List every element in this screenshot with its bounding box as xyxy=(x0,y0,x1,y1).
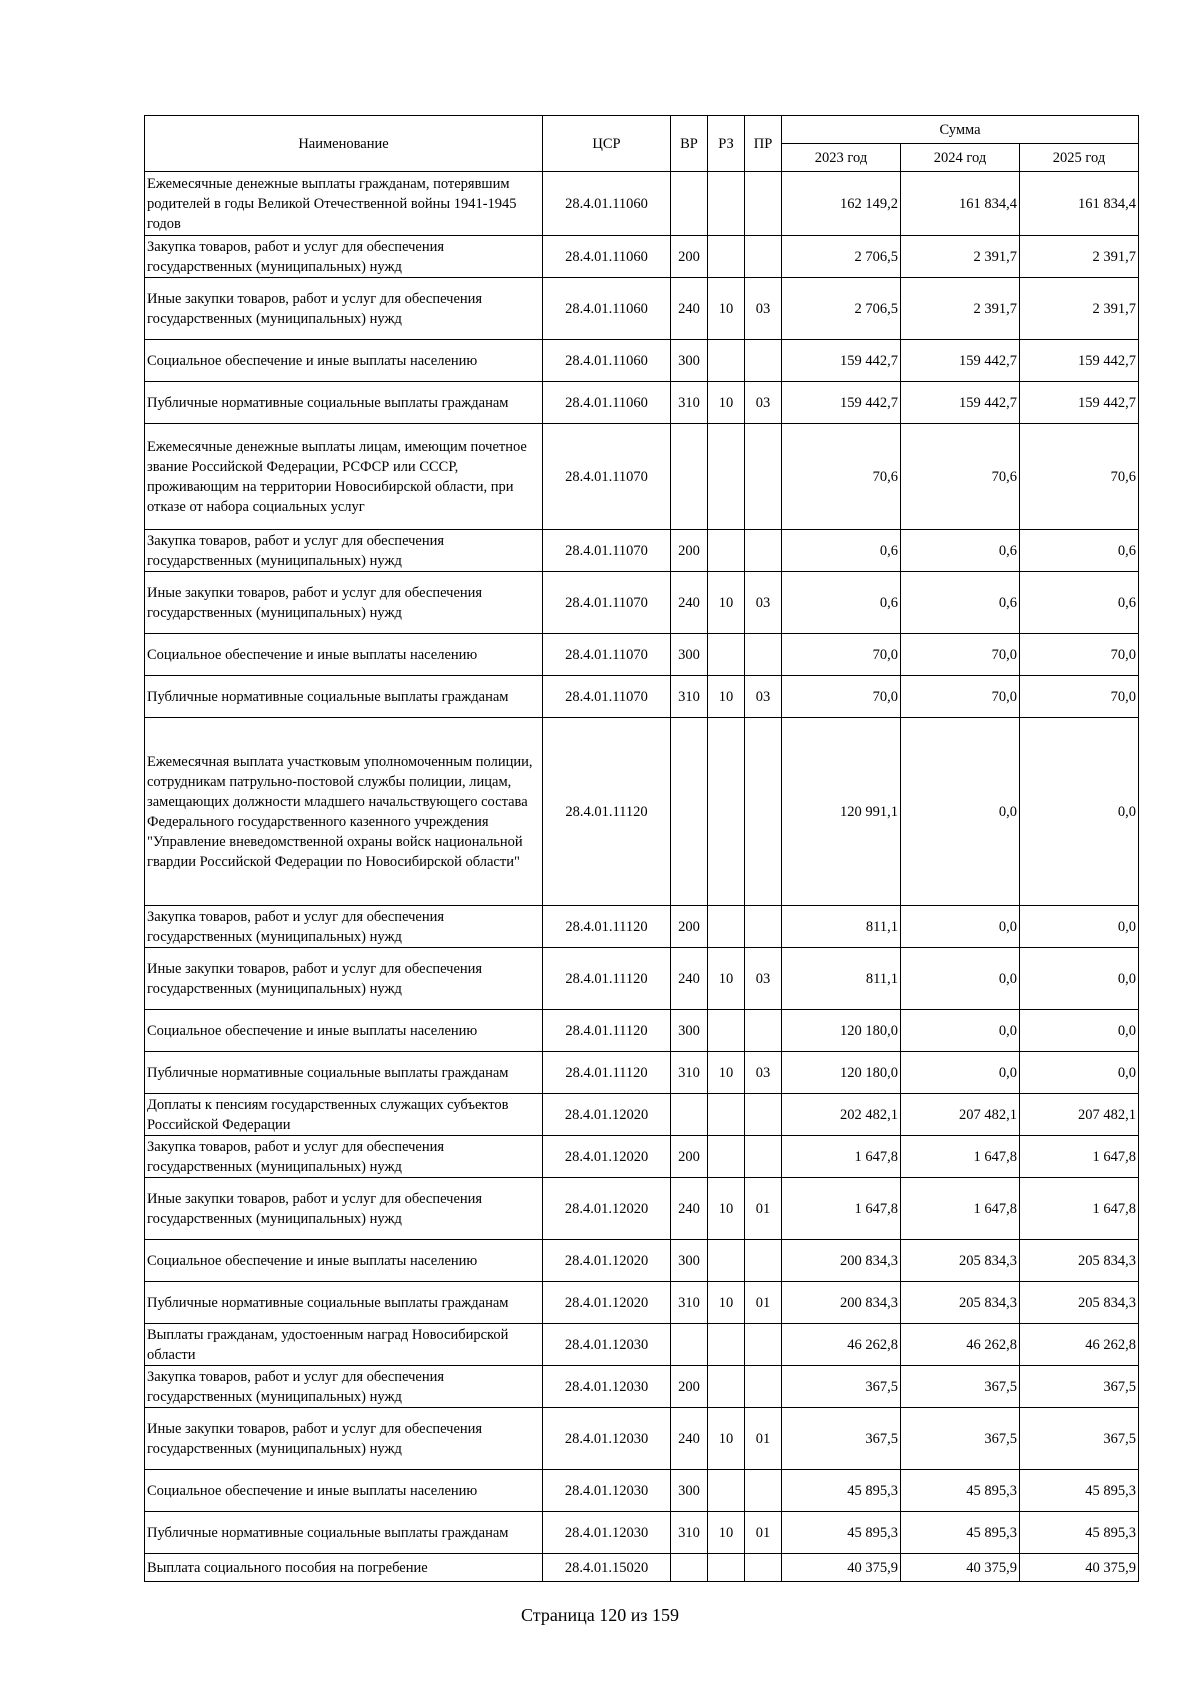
cell-y2025: 45 895,3 xyxy=(1020,1512,1139,1554)
cell-y2024: 367,5 xyxy=(901,1408,1020,1470)
cell-y2025: 0,0 xyxy=(1020,948,1139,1010)
cell-name: Иные закупки товаров, работ и услуг для обеспечения государственных (муниципальных) нужд xyxy=(145,1178,543,1240)
cell-name: Публичные нормативные социальные выплаты гражданам xyxy=(145,1512,543,1554)
cell-y2025: 0,0 xyxy=(1020,906,1139,948)
cell-y2023: 162 149,2 xyxy=(782,172,901,236)
cell-y2024: 70,6 xyxy=(901,424,1020,530)
cell-name: Иные закупки товаров, работ и услуг для обеспечения государственных (муниципальных) нужд xyxy=(145,278,543,340)
cell-pr: 01 xyxy=(745,1408,782,1470)
cell-pr xyxy=(745,1010,782,1052)
cell-y2024: 207 482,1 xyxy=(901,1094,1020,1136)
cell-y2025: 2 391,7 xyxy=(1020,236,1139,278)
cell-name: Публичные нормативные социальные выплаты гражданам xyxy=(145,382,543,424)
cell-vr: 300 xyxy=(671,634,708,676)
table-row xyxy=(145,572,1139,634)
cell-csr: 28.4.01.12020 xyxy=(543,1136,671,1178)
cell-y2023: 2 706,5 xyxy=(782,278,901,340)
cell-csr: 28.4.01.11070 xyxy=(543,424,671,530)
cell-rz: 10 xyxy=(708,1178,745,1240)
table-row xyxy=(145,382,1139,424)
cell-vr: 200 xyxy=(671,906,708,948)
cell-csr: 28.4.01.12030 xyxy=(543,1324,671,1366)
cell-y2025: 0,0 xyxy=(1020,1052,1139,1094)
cell-y2024: 2 391,7 xyxy=(901,236,1020,278)
cell-csr: 28.4.01.11120 xyxy=(543,1010,671,1052)
cell-pr xyxy=(745,1554,782,1582)
cell-y2025: 2 391,7 xyxy=(1020,278,1139,340)
cell-y2024: 2 391,7 xyxy=(901,278,1020,340)
header-name: Наименование xyxy=(145,116,543,172)
cell-pr: 03 xyxy=(745,572,782,634)
cell-y2025: 45 895,3 xyxy=(1020,1470,1139,1512)
cell-csr: 28.4.01.11120 xyxy=(543,718,671,906)
cell-y2023: 70,6 xyxy=(782,424,901,530)
cell-pr xyxy=(745,424,782,530)
cell-name: Публичные нормативные социальные выплаты гражданам xyxy=(145,1282,543,1324)
cell-vr: 240 xyxy=(671,278,708,340)
cell-vr xyxy=(671,1324,708,1366)
cell-pr: 03 xyxy=(745,676,782,718)
cell-y2023: 0,6 xyxy=(782,572,901,634)
cell-vr: 310 xyxy=(671,1512,708,1554)
cell-csr: 28.4.01.11060 xyxy=(543,340,671,382)
cell-y2025: 70,6 xyxy=(1020,424,1139,530)
cell-vr: 300 xyxy=(671,1010,708,1052)
cell-csr: 28.4.01.11120 xyxy=(543,906,671,948)
table-row xyxy=(145,1512,1139,1554)
cell-y2025: 0,6 xyxy=(1020,530,1139,572)
cell-y2023: 811,1 xyxy=(782,948,901,1010)
cell-y2024: 367,5 xyxy=(901,1366,1020,1408)
table-row xyxy=(145,1094,1139,1136)
cell-csr: 28.4.01.12020 xyxy=(543,1094,671,1136)
cell-y2024: 0,0 xyxy=(901,1052,1020,1094)
cell-y2025: 0,0 xyxy=(1020,718,1139,906)
cell-y2024: 1 647,8 xyxy=(901,1136,1020,1178)
header-2023: 2023 год xyxy=(782,144,901,172)
cell-y2023: 45 895,3 xyxy=(782,1512,901,1554)
cell-y2024: 0,6 xyxy=(901,530,1020,572)
cell-y2023: 120 180,0 xyxy=(782,1052,901,1094)
budget-table xyxy=(144,115,1139,1582)
cell-y2024: 46 262,8 xyxy=(901,1324,1020,1366)
cell-csr: 28.4.01.11120 xyxy=(543,1052,671,1094)
cell-y2023: 367,5 xyxy=(782,1366,901,1408)
cell-vr: 200 xyxy=(671,1366,708,1408)
cell-vr: 300 xyxy=(671,1240,708,1282)
cell-csr: 28.4.01.12030 xyxy=(543,1366,671,1408)
table-row xyxy=(145,340,1139,382)
cell-name: Социальное обеспечение и иные выплаты населению xyxy=(145,1240,543,1282)
cell-y2023: 46 262,8 xyxy=(782,1324,901,1366)
cell-vr: 300 xyxy=(671,1470,708,1512)
cell-name: Иные закупки товаров, работ и услуг для обеспечения государственных (муниципальных) нужд xyxy=(145,1408,543,1470)
cell-name: Выплата социального пособия на погребение xyxy=(145,1554,543,1582)
cell-rz xyxy=(708,1470,745,1512)
cell-y2025: 207 482,1 xyxy=(1020,1094,1139,1136)
cell-vr: 240 xyxy=(671,1408,708,1470)
cell-pr xyxy=(745,530,782,572)
table-row xyxy=(145,718,1139,906)
header-sum: Сумма xyxy=(782,116,1139,144)
cell-rz xyxy=(708,718,745,906)
cell-y2025: 159 442,7 xyxy=(1020,340,1139,382)
cell-vr: 300 xyxy=(671,340,708,382)
cell-csr: 28.4.01.12030 xyxy=(543,1470,671,1512)
cell-name: Закупка товаров, работ и услуг для обеспечения государственных (муниципальных) нужд xyxy=(145,1136,543,1178)
table-row xyxy=(145,1282,1139,1324)
cell-pr: 01 xyxy=(745,1512,782,1554)
cell-y2025: 205 834,3 xyxy=(1020,1282,1139,1324)
cell-y2023: 120 991,1 xyxy=(782,718,901,906)
cell-rz: 10 xyxy=(708,572,745,634)
cell-y2025: 70,0 xyxy=(1020,676,1139,718)
table-row xyxy=(145,1052,1139,1094)
cell-y2025: 159 442,7 xyxy=(1020,382,1139,424)
cell-name: Иные закупки товаров, работ и услуг для обеспечения государственных (муниципальных) нужд xyxy=(145,948,543,1010)
cell-csr: 28.4.01.11060 xyxy=(543,236,671,278)
cell-csr: 28.4.01.11070 xyxy=(543,634,671,676)
cell-name: Публичные нормативные социальные выплаты гражданам xyxy=(145,676,543,718)
cell-pr xyxy=(745,236,782,278)
cell-vr: 200 xyxy=(671,236,708,278)
table-row xyxy=(145,948,1139,1010)
cell-y2023: 202 482,1 xyxy=(782,1094,901,1136)
table-row xyxy=(145,1366,1139,1408)
cell-y2025: 1 647,8 xyxy=(1020,1136,1139,1178)
cell-rz xyxy=(708,172,745,236)
cell-csr: 28.4.01.12020 xyxy=(543,1282,671,1324)
cell-name: Социальное обеспечение и иные выплаты населению xyxy=(145,1470,543,1512)
table-row xyxy=(145,1470,1139,1512)
cell-y2025: 70,0 xyxy=(1020,634,1139,676)
cell-y2024: 0,0 xyxy=(901,1010,1020,1052)
cell-pr xyxy=(745,1470,782,1512)
cell-name: Социальное обеспечение и иные выплаты населению xyxy=(145,340,543,382)
cell-rz xyxy=(708,1366,745,1408)
table-header xyxy=(145,116,1139,172)
cell-y2023: 0,6 xyxy=(782,530,901,572)
cell-pr: 01 xyxy=(745,1178,782,1240)
cell-pr xyxy=(745,1136,782,1178)
cell-vr xyxy=(671,424,708,530)
cell-y2024: 45 895,3 xyxy=(901,1512,1020,1554)
cell-pr: 03 xyxy=(745,948,782,1010)
cell-name: Социальное обеспечение и иные выплаты населению xyxy=(145,634,543,676)
table-row xyxy=(145,1010,1139,1052)
cell-rz xyxy=(708,1136,745,1178)
cell-csr: 28.4.01.11120 xyxy=(543,948,671,1010)
cell-vr xyxy=(671,1554,708,1582)
cell-y2023: 1 647,8 xyxy=(782,1178,901,1240)
cell-vr: 200 xyxy=(671,530,708,572)
header-2025: 2025 год xyxy=(1020,144,1139,172)
cell-y2025: 0,6 xyxy=(1020,572,1139,634)
cell-y2023: 200 834,3 xyxy=(782,1240,901,1282)
cell-y2023: 367,5 xyxy=(782,1408,901,1470)
cell-y2024: 161 834,4 xyxy=(901,172,1020,236)
cell-vr: 240 xyxy=(671,948,708,1010)
cell-rz xyxy=(708,1010,745,1052)
table-row xyxy=(145,1554,1139,1582)
cell-pr xyxy=(745,1324,782,1366)
cell-y2024: 40 375,9 xyxy=(901,1554,1020,1582)
cell-rz xyxy=(708,1554,745,1582)
cell-name: Ежемесячные денежные выплаты лицам, имеющим почетное звание Российской Федерации, РСФСР или СССР, проживающим на территории Новосибирской области, при отказе от набора социальных услуг xyxy=(145,424,543,530)
cell-csr: 28.4.01.11060 xyxy=(543,278,671,340)
cell-y2025: 367,5 xyxy=(1020,1366,1139,1408)
cell-name: Ежемесячные денежные выплаты гражданам, потерявшим родителей в годы Великой Отечественной войны 1941-1945 годов xyxy=(145,172,543,236)
cell-y2024: 0,0 xyxy=(901,718,1020,906)
table-row xyxy=(145,1240,1139,1282)
cell-y2025: 0,0 xyxy=(1020,1010,1139,1052)
cell-pr xyxy=(745,906,782,948)
cell-y2024: 159 442,7 xyxy=(901,382,1020,424)
page-number: Страница 120 из 159 xyxy=(521,1605,679,1625)
cell-pr xyxy=(745,1240,782,1282)
cell-y2023: 1 647,8 xyxy=(782,1136,901,1178)
table-row xyxy=(145,236,1139,278)
cell-y2023: 159 442,7 xyxy=(782,340,901,382)
cell-rz: 10 xyxy=(708,1052,745,1094)
table-row xyxy=(145,424,1139,530)
cell-y2025: 161 834,4 xyxy=(1020,172,1139,236)
cell-y2024: 45 895,3 xyxy=(901,1470,1020,1512)
cell-vr: 310 xyxy=(671,676,708,718)
table-body xyxy=(145,172,1139,1582)
cell-y2024: 0,0 xyxy=(901,948,1020,1010)
cell-name: Закупка товаров, работ и услуг для обеспечения государственных (муниципальных) нужд xyxy=(145,906,543,948)
table-row xyxy=(145,278,1139,340)
cell-rz xyxy=(708,634,745,676)
cell-name: Иные закупки товаров, работ и услуг для обеспечения государственных (муниципальных) нужд xyxy=(145,572,543,634)
table-row xyxy=(145,634,1139,676)
cell-pr: 01 xyxy=(745,1282,782,1324)
cell-name: Ежемесячная выплата участковым уполномоченным полиции, сотрудникам патрульно-постовой службы полиции, лицам, замещающих должности младшего начальствующего состава Федерального государственного казенного учреждения "Управление вневедомственной охраны войск национальной гвардии Российской Федерации по Новосибирской области" xyxy=(145,718,543,906)
cell-rz xyxy=(708,1094,745,1136)
cell-vr: 240 xyxy=(671,1178,708,1240)
cell-csr: 28.4.01.12020 xyxy=(543,1240,671,1282)
cell-rz xyxy=(708,424,745,530)
cell-vr: 310 xyxy=(671,1282,708,1324)
table-row xyxy=(145,530,1139,572)
cell-y2023: 45 895,3 xyxy=(782,1470,901,1512)
cell-rz: 10 xyxy=(708,676,745,718)
cell-rz: 10 xyxy=(708,1512,745,1554)
cell-y2025: 46 262,8 xyxy=(1020,1324,1139,1366)
table-row xyxy=(145,172,1139,236)
table-row xyxy=(145,676,1139,718)
cell-y2023: 120 180,0 xyxy=(782,1010,901,1052)
cell-y2023: 2 706,5 xyxy=(782,236,901,278)
cell-csr: 28.4.01.11070 xyxy=(543,530,671,572)
cell-csr: 28.4.01.12020 xyxy=(543,1178,671,1240)
cell-y2024: 159 442,7 xyxy=(901,340,1020,382)
cell-pr xyxy=(745,172,782,236)
cell-csr: 28.4.01.11070 xyxy=(543,676,671,718)
cell-pr: 03 xyxy=(745,1052,782,1094)
cell-y2025: 205 834,3 xyxy=(1020,1240,1139,1282)
cell-y2023: 70,0 xyxy=(782,634,901,676)
cell-y2024: 70,0 xyxy=(901,676,1020,718)
cell-pr xyxy=(745,1094,782,1136)
cell-y2024: 205 834,3 xyxy=(901,1282,1020,1324)
cell-y2023: 811,1 xyxy=(782,906,901,948)
cell-vr: 240 xyxy=(671,572,708,634)
cell-csr: 28.4.01.15020 xyxy=(543,1554,671,1582)
table-row xyxy=(145,1324,1139,1366)
cell-rz: 10 xyxy=(708,382,745,424)
header-rz: РЗ xyxy=(708,116,745,172)
cell-y2025: 367,5 xyxy=(1020,1408,1139,1470)
cell-name: Закупка товаров, работ и услуг для обеспечения государственных (муниципальных) нужд xyxy=(145,236,543,278)
cell-name: Публичные нормативные социальные выплаты гражданам xyxy=(145,1052,543,1094)
table-row xyxy=(145,1178,1139,1240)
table-row xyxy=(145,1136,1139,1178)
cell-pr: 03 xyxy=(745,278,782,340)
cell-vr xyxy=(671,718,708,906)
cell-name: Доплаты к пенсиям государственных служащих субъектов Российской Федерации xyxy=(145,1094,543,1136)
cell-csr: 28.4.01.12030 xyxy=(543,1408,671,1470)
cell-y2023: 159 442,7 xyxy=(782,382,901,424)
cell-name: Выплаты гражданам, удостоенным наград Новосибирской области xyxy=(145,1324,543,1366)
cell-pr xyxy=(745,1366,782,1408)
cell-y2023: 70,0 xyxy=(782,676,901,718)
cell-y2024: 70,0 xyxy=(901,634,1020,676)
cell-rz: 10 xyxy=(708,1282,745,1324)
cell-name: Закупка товаров, работ и услуг для обеспечения государственных (муниципальных) нужд xyxy=(145,1366,543,1408)
cell-rz: 10 xyxy=(708,948,745,1010)
cell-csr: 28.4.01.11070 xyxy=(543,572,671,634)
cell-y2024: 1 647,8 xyxy=(901,1178,1020,1240)
cell-y2024: 205 834,3 xyxy=(901,1240,1020,1282)
cell-y2023: 40 375,9 xyxy=(782,1554,901,1582)
cell-csr: 28.4.01.11060 xyxy=(543,172,671,236)
table-row xyxy=(145,906,1139,948)
cell-csr: 28.4.01.12030 xyxy=(543,1512,671,1554)
cell-rz xyxy=(708,236,745,278)
table-row xyxy=(145,1408,1139,1470)
header-2024: 2024 год xyxy=(901,144,1020,172)
header-csr: ЦСР xyxy=(543,116,671,172)
cell-rz xyxy=(708,1240,745,1282)
cell-name: Социальное обеспечение и иные выплаты населению xyxy=(145,1010,543,1052)
header-vr: ВР xyxy=(671,116,708,172)
cell-rz: 10 xyxy=(708,278,745,340)
cell-vr: 310 xyxy=(671,1052,708,1094)
header-pr: ПР xyxy=(745,116,782,172)
cell-vr: 200 xyxy=(671,1136,708,1178)
cell-rz xyxy=(708,340,745,382)
cell-name: Закупка товаров, работ и услуг для обеспечения государственных (муниципальных) нужд xyxy=(145,530,543,572)
cell-vr: 310 xyxy=(671,382,708,424)
cell-pr xyxy=(745,340,782,382)
cell-y2024: 0,0 xyxy=(901,906,1020,948)
cell-rz xyxy=(708,530,745,572)
cell-vr xyxy=(671,1094,708,1136)
cell-pr xyxy=(745,718,782,906)
cell-vr xyxy=(671,172,708,236)
cell-pr xyxy=(745,634,782,676)
cell-rz xyxy=(708,906,745,948)
cell-y2025: 40 375,9 xyxy=(1020,1554,1139,1582)
cell-rz: 10 xyxy=(708,1408,745,1470)
cell-y2023: 200 834,3 xyxy=(782,1282,901,1324)
cell-y2024: 0,6 xyxy=(901,572,1020,634)
cell-y2025: 1 647,8 xyxy=(1020,1178,1139,1240)
cell-rz xyxy=(708,1324,745,1366)
cell-pr: 03 xyxy=(745,382,782,424)
cell-csr: 28.4.01.11060 xyxy=(543,382,671,424)
